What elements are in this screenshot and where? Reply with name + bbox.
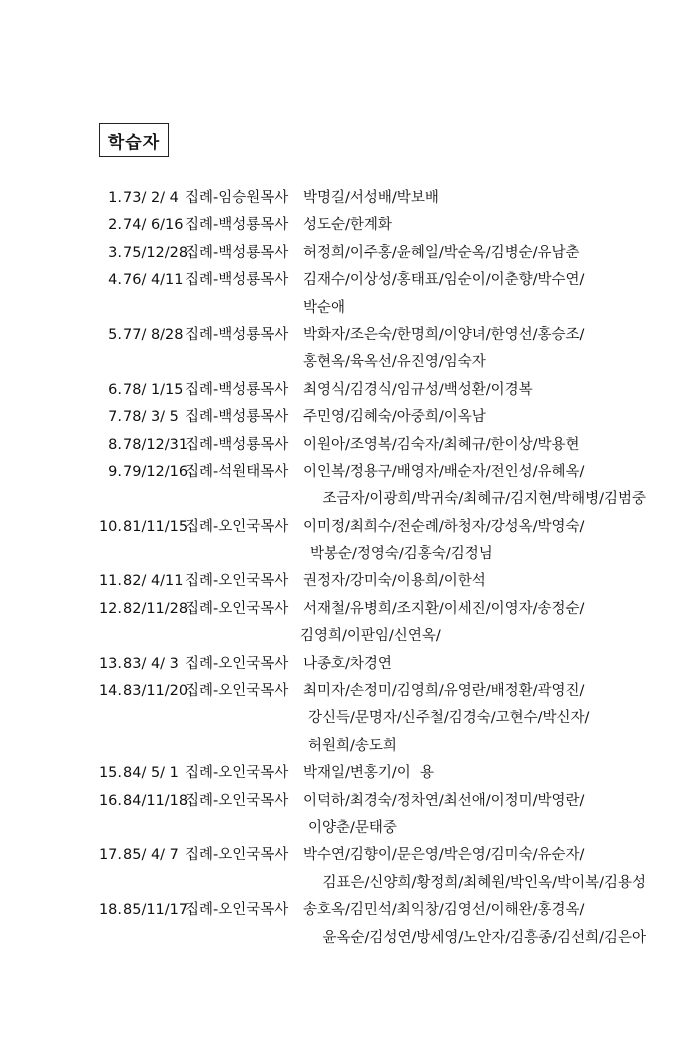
- list-item-continuation: [88, 733, 648, 760]
- item-names: 나종호/차경연: [303, 655, 392, 672]
- list-item: [88, 788, 648, 815]
- item-date: 79/12/16: [123, 463, 189, 480]
- item-number: 6.: [108, 381, 122, 398]
- item-officiant: 집례-백성룡목사: [185, 381, 289, 398]
- item-names: 이덕하/최경숙/정차연/최선애/이정미/박영란/: [303, 792, 585, 809]
- item-number: 5.: [108, 326, 122, 343]
- item-names: 이인복/정용구/배영자/배순자/전인성/유혜옥/: [303, 463, 585, 480]
- item-number: 14.: [98, 683, 122, 700]
- list-item: [88, 514, 648, 541]
- item-officiant: 집례-오인국목사: [185, 600, 289, 617]
- item-names: 성도순/한계화: [303, 217, 392, 234]
- item-number: 9.: [108, 463, 122, 480]
- list-item-continuation: [88, 295, 648, 322]
- list-item-continuation: [88, 486, 648, 513]
- list-item: [88, 651, 648, 678]
- item-number: 4.: [108, 272, 122, 289]
- item-officiant: 집례-백성룡목사: [185, 217, 289, 234]
- section-title: 학습자: [107, 132, 161, 153]
- item-number: 8.: [108, 436, 122, 453]
- item-number: 10.: [98, 518, 122, 535]
- list-item-continuation: [88, 705, 648, 732]
- item-officiant: 집례-석원태목사: [185, 463, 289, 480]
- item-date: 78/12/31: [123, 436, 189, 453]
- list-item: [88, 760, 648, 787]
- item-number: 15.: [98, 765, 122, 782]
- item-names: 허정희/이주홍/윤혜일/박순옥/김병순/유남춘: [303, 244, 580, 261]
- item-officiant: 집례-오인국목사: [185, 792, 289, 809]
- item-number: 3.: [108, 244, 122, 261]
- item-officiant: 집례-백성룡목사: [185, 436, 289, 453]
- item-date: 83/ 4/ 3: [123, 655, 179, 672]
- item-officiant: 집례-임승원목사: [185, 190, 289, 206]
- item-date: 82/ 4/11: [123, 573, 184, 590]
- item-officiant: 집례-백성룡목사: [185, 244, 289, 261]
- item-date: 81/11/15: [123, 518, 189, 535]
- item-names: 허원희/송도희: [308, 737, 397, 754]
- item-names: 윤옥순/김성연/방세영/노안자/김흥종/김선희/김은아: [322, 929, 646, 946]
- item-number: 11.: [98, 573, 122, 590]
- item-date: 78/ 3/ 5: [123, 409, 179, 426]
- item-date: 84/11/18: [123, 792, 189, 809]
- item-names: 김재수/이상성/홍태표/임순이/이춘향/박수연/: [303, 272, 585, 289]
- item-date: 83/11/20: [123, 683, 189, 700]
- list-item: [88, 240, 648, 267]
- list-item-continuation: [88, 925, 648, 952]
- list-item: [88, 678, 648, 705]
- item-names: 박화자/조은숙/한명희/이양녀/한영선/홍승조/: [303, 326, 585, 343]
- item-names: 송호옥/김민석/최익창/김영선/이해완/홍경옥/: [303, 902, 585, 919]
- list-item-continuation: [88, 870, 648, 897]
- item-names: 최영식/김경식/임규성/백성환/이경복: [303, 381, 533, 398]
- item-names: 김표은/신양희/황정희/최혜원/박인옥/박이복/김용성: [322, 874, 646, 891]
- list-item-continuation: [88, 541, 648, 568]
- item-names: 박명길/서성배/박보배: [303, 190, 439, 206]
- item-number: 17.: [98, 847, 122, 864]
- list-item: [88, 404, 648, 431]
- item-names: 박순애: [303, 299, 346, 316]
- list-item: [88, 212, 648, 239]
- item-names: 홍현옥/육옥선/유진영/임숙자: [303, 354, 486, 371]
- item-number: 2.: [108, 217, 122, 234]
- list-item: [88, 432, 648, 459]
- item-number: 13.: [98, 655, 122, 672]
- list-item: [88, 185, 648, 212]
- item-names: 이원아/조영복/김숙자/최혜규/한이상/박용현: [303, 436, 580, 453]
- list-item: [88, 459, 648, 486]
- list-item: [88, 842, 648, 869]
- item-names: 이미정/최희수/전순례/하청자/강성옥/박영숙/: [303, 518, 585, 535]
- item-date: 75/12/28: [123, 244, 189, 261]
- item-officiant: 집례-오인국목사: [185, 847, 289, 864]
- item-date: 73/ 2/ 4: [123, 190, 179, 206]
- list-item: [88, 596, 648, 623]
- item-officiant: 집례-오인국목사: [185, 573, 289, 590]
- list-item-continuation: [88, 623, 648, 650]
- item-names: 권정자/강미숙/이용희/이한석: [303, 573, 486, 590]
- item-officiant: 집례-오인국목사: [185, 655, 289, 672]
- list-item: [88, 568, 648, 595]
- item-officiant: 집례-백성룡목사: [185, 272, 289, 289]
- item-names: 박재일/변홍기/이 용: [303, 765, 435, 782]
- item-officiant: 집례-백성룡목사: [185, 326, 289, 343]
- list-item-continuation: [88, 815, 648, 842]
- list-item-continuation: [88, 349, 648, 376]
- item-names: 최미자/손정미/김영희/유영란/배정환/곽영진/: [303, 683, 585, 700]
- item-date: 77/ 8/28: [123, 326, 184, 343]
- item-names: 조금자/이광희/박귀숙/최혜규/김지현/박해병/김범중: [322, 491, 646, 508]
- section-title-box: [99, 123, 169, 157]
- item-number: 16.: [98, 792, 122, 809]
- list-item: [88, 322, 648, 349]
- item-officiant: 집례-오인국목사: [185, 683, 289, 700]
- item-names: 김영희/이판임/신연옥/: [300, 628, 441, 645]
- item-date: 84/ 5/ 1: [123, 765, 179, 782]
- item-officiant: 집례-오인국목사: [185, 765, 289, 782]
- item-names: 박봉순/정영숙/김홍숙/김정님: [310, 546, 493, 563]
- item-names: 박수연/김향이/문은영/박은영/김미숙/유순자/: [303, 847, 585, 864]
- item-names: 서재철/유병희/조지환/이세진/이영자/송정순/: [303, 600, 585, 617]
- item-officiant: 집례-백성룡목사: [185, 409, 289, 426]
- item-number: 12.: [98, 600, 122, 617]
- list-item: [88, 897, 648, 924]
- item-number: 1.: [108, 190, 122, 206]
- item-date: 85/ 4/ 7: [123, 847, 179, 864]
- item-date: 76/ 4/11: [123, 272, 184, 289]
- item-date: 78/ 1/15: [123, 381, 184, 398]
- item-officiant: 집례-오인국목사: [185, 902, 289, 919]
- list-item: [88, 377, 648, 404]
- item-names: 이양춘/문태중: [308, 819, 397, 836]
- item-names: 주민영/김혜숙/아중희/이옥남: [303, 409, 486, 426]
- list-item: [88, 267, 648, 294]
- item-names: 강신득/문명자/신주철/김경숙/고현수/박신자/: [308, 710, 590, 727]
- item-date: 82/11/28: [123, 600, 189, 617]
- item-number: 18.: [98, 902, 122, 919]
- learner-list: [88, 185, 648, 952]
- item-number: 7.: [108, 409, 122, 426]
- item-date: 85/11/17: [123, 902, 189, 919]
- item-officiant: 집례-오인국목사: [185, 518, 289, 535]
- item-date: 74/ 6/16: [123, 217, 184, 234]
